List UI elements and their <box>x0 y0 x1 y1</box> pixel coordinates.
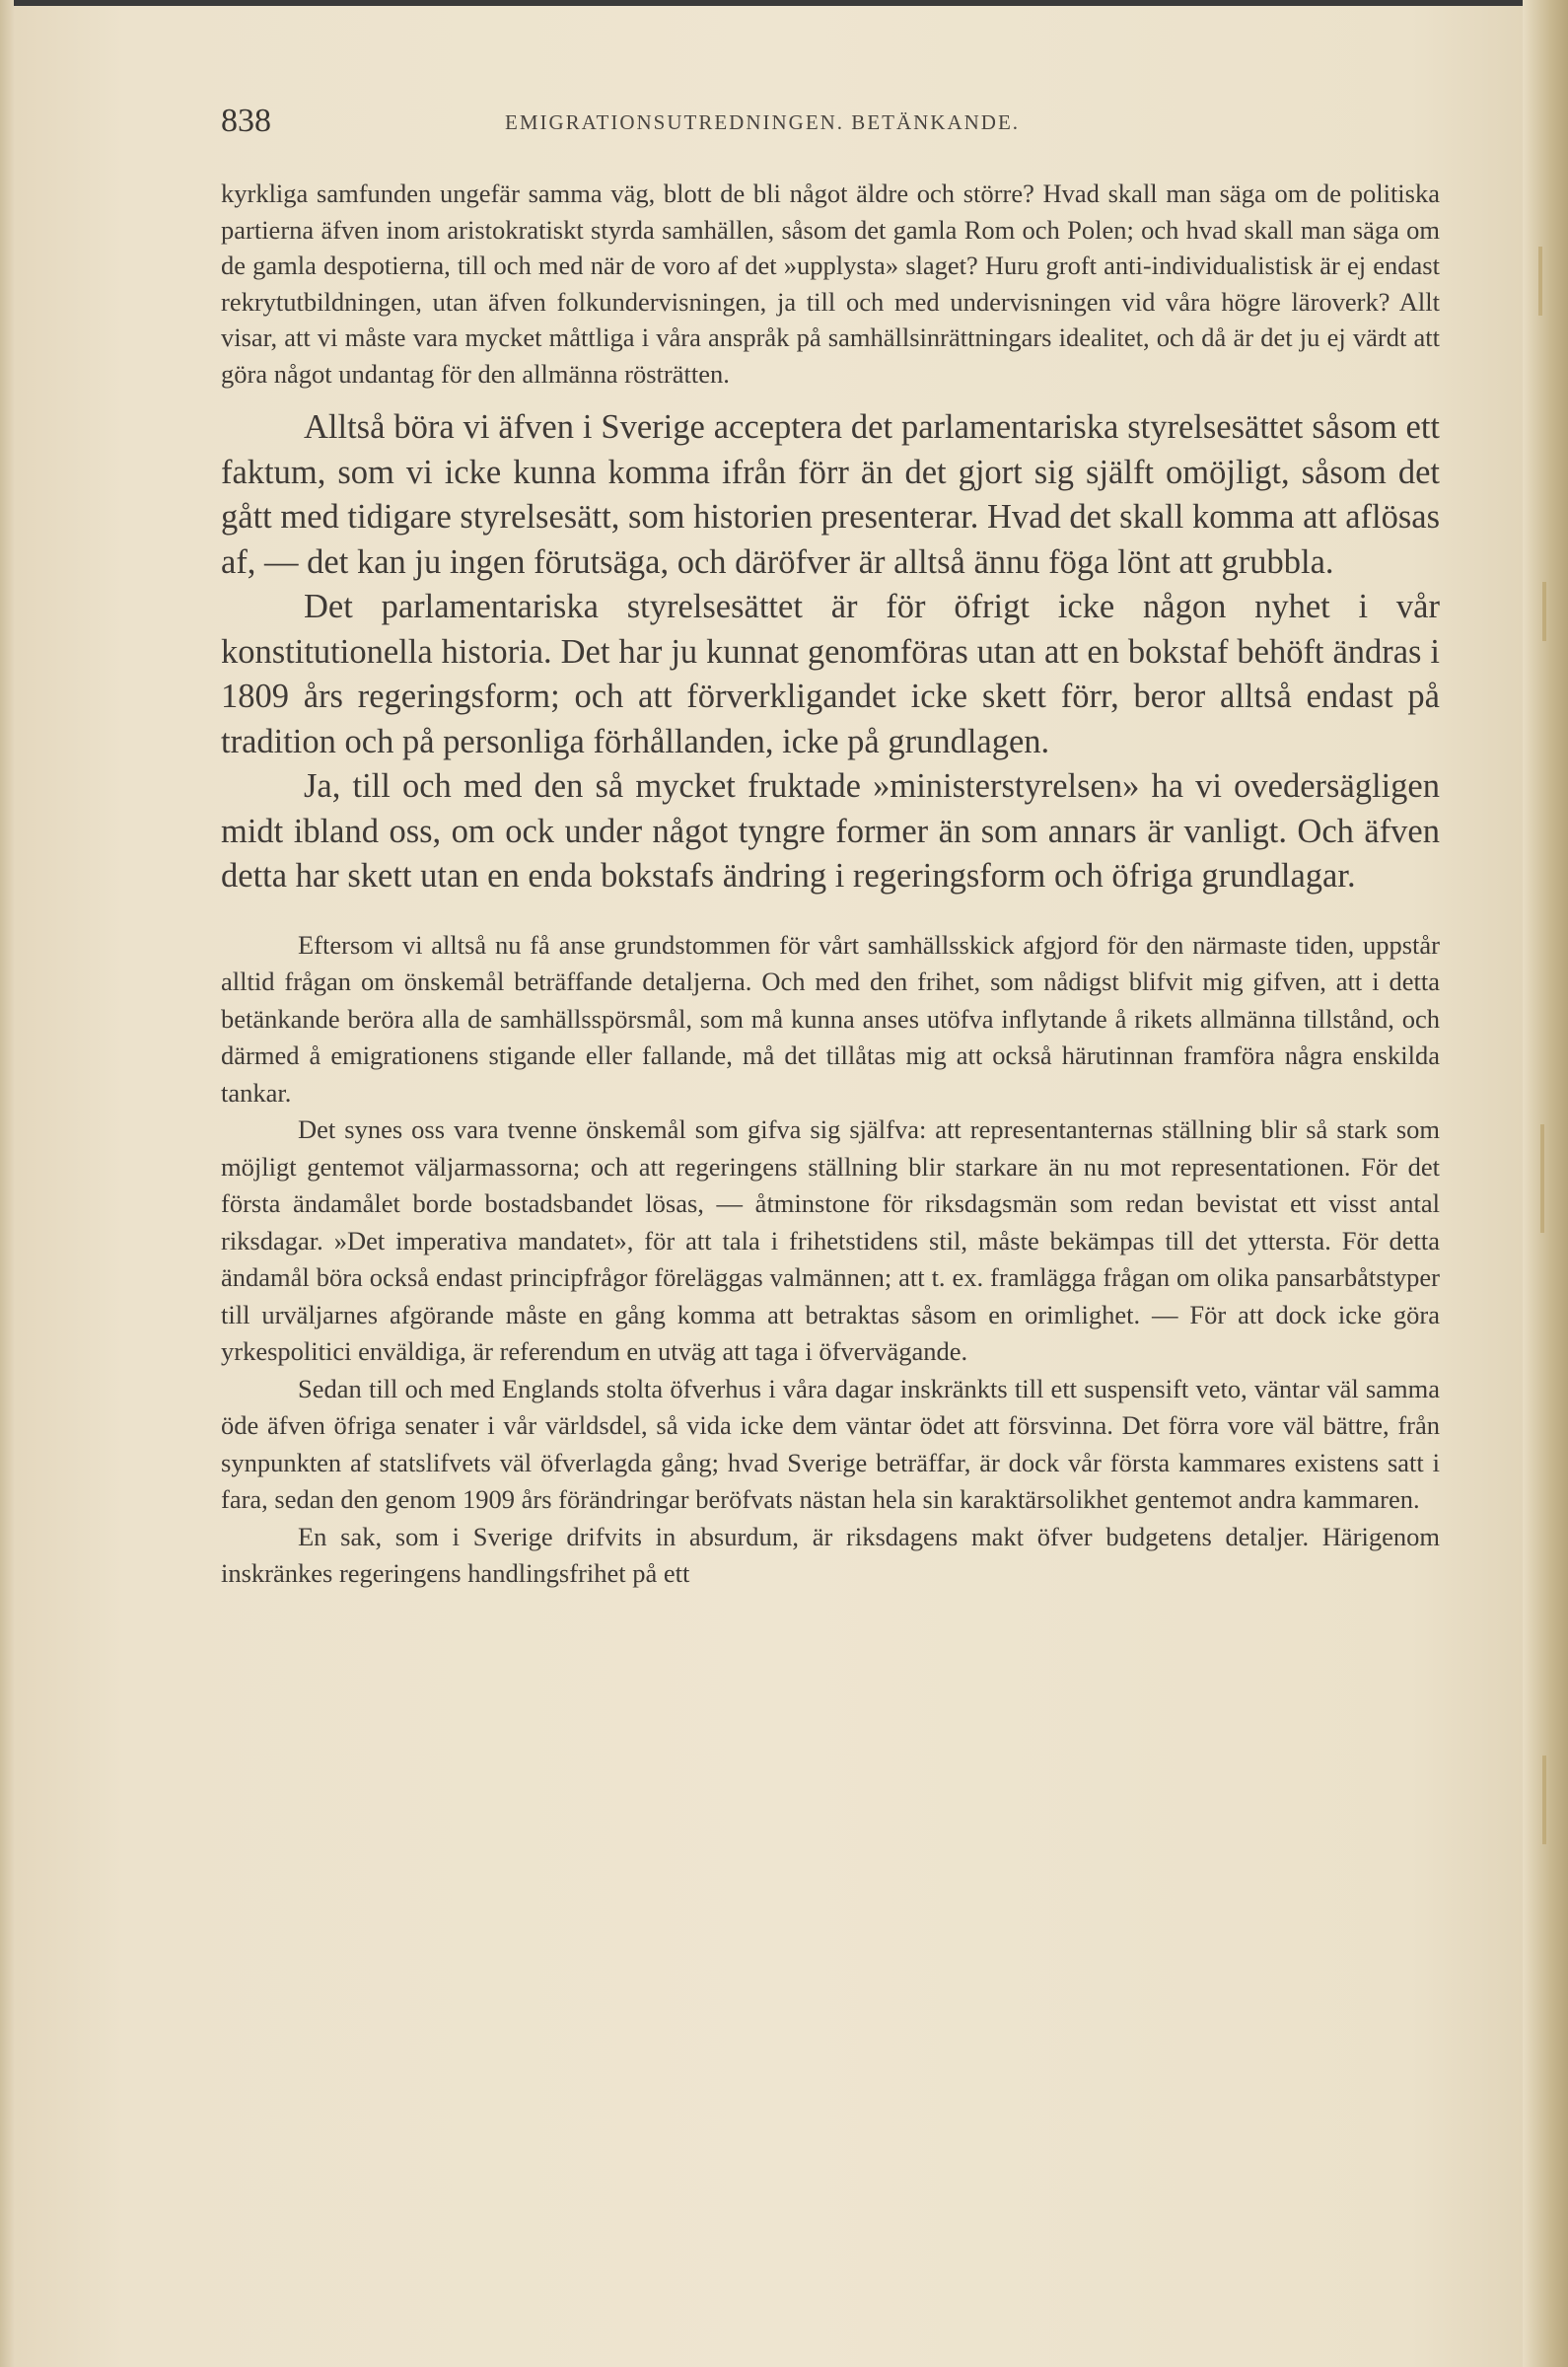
paragraph: Det synes oss vara tvenne önskemål som gifva sig själfva: att representanternas ställning blir så stark som möjligt gentemot väljarmassorna; och att regeringens ställning blir starkare än nu mot representationen. För det första ändamålet borde bostadsbandet lösas, — åtminstone för riksdagsmän som redan bevistat ett visst antal riksdagar. »Det imperativa mandatet», för att tala i frihetstidens stil, måste bekämpas till det yttersta. För detta ändamål böra också endast principfrågor föreläggas valmännen; att t. ex. framlägga frågan om olika pansarbåtstyper till urväljarnes afgörande måste en gång komma att betraktas såsom en orimlighet. — För att dock icke göra yrkespolitici enväldiga, är referendum en utväg att taga i öfvervägande. <box>221 1114 1440 1366</box>
page-number: 838 <box>221 103 271 139</box>
page-header <box>221 103 1440 154</box>
paragraph: En sak, som i Sverige drifvits in absurdum, är riksdagens makt öfver budgetens detaljer. Härigenom inskränkes regeringens handlingsfrihet på ett <box>221 1521 1440 1588</box>
margin-mark <box>1540 1124 1544 1233</box>
section-small-print-bottom <box>221 927 1440 1593</box>
section-large-print <box>221 405 1440 899</box>
paragraph: Det parlamentariska styrelsesättet är för öfrigt icke någon nyhet i vår konstitutionella historia. Det har ju kunnat genomföras utan att en bokstaf behöft ändras i 1809 års regeringsform; och att förverkligandet icke skett förr, beror alltså endast på tradition och på personliga förhållanden, icke på grundlagen. <box>221 588 1440 760</box>
margin-mark <box>1538 247 1542 316</box>
paragraph: Alltså böra vi äfven i Sverige acceptera det parlamentariska styrelsesättet såsom ett faktum, som vi icke kunna komma ifrån förr än det gjort sig själft omöjligt, såsom det gått med tidigare styrelsesätt, som historien presenterar. Hvad det skall komma att aflösas af, — det kan ju ingen förutsäga, och däröfver är alltså ännu föga lönt att grubbla. <box>221 408 1440 581</box>
margin-mark <box>1542 1756 1546 1844</box>
binding-edge <box>0 0 14 2367</box>
paragraph: Eftersom vi alltså nu få anse grundstommen för vårt samhällsskick afgjord för den närmaste tiden, uppstår alltid frågan om önskemål beträffande detaljerna. Och med den frihet, som nådigst blifvit mig gifven, att i detta betänkande beröra alla de samhällsspörsmål, som må kunna anses utöfva inflytande å rikets allmänna tillstånd, och därmed å emigrationens stigande eller fallande, må det tillåtas mig att också härutinnan framföra några enskilda tankar. <box>221 929 1440 1108</box>
margin-mark <box>1542 582 1546 641</box>
top-border <box>0 0 1568 6</box>
paragraph: kyrkliga samfunden ungefär samma väg, blott de bli något äldre och större? Hvad skall man säga om de politiska partierna äfven inom aristokratiskt styrda samhällen, såsom det gamla Rom och Polen; och hvad skall man säga om de gamla despotierna, till och med när de voro af det »upplysta» slaget? Huru groft anti-individualistisk är ej endast rekrytutbildningen, utan äfven folkundervisningen, ja till och med undervisningen vid våra högre läroverk? Allt visar, att vi måste vara mycket måttliga i våra anspråk på samhällsinrättningars idealitet, och då är det ju ej värdt att göra något undantag för den allmänna rösträtten. <box>221 179 1440 389</box>
paragraph: Sedan till och med Englands stolta öfverhus i våra dagar inskränkts till ett suspensift veto, väntar väl samma öde äfven öfriga senater i vår världsdel, så vida icke dem väntar ödet att försvinna. Det förra vore väl bättre, från synpunkten af statslifvets väl öfverlagda gång; hvad Sverige beträffar, är dock vår första kammares existens satt i fara, sedan den genom 1909 års förändringar beröfvats nästan hela sin karaktärsolikhet gentemot andra kammaren. <box>221 1373 1440 1514</box>
page-edge <box>1523 0 1568 2367</box>
body-text <box>221 176 1440 1593</box>
running-title: EMIGRATIONSUTREDNINGEN. BETÄNKANDE. <box>505 110 1021 134</box>
section-small-print-top <box>221 176 1440 392</box>
paragraph: Ja, till och med den så mycket fruktade »ministerstyrelsen» ha vi ovedersägligen midt ibland oss, om ock under något tyngre former än som annars är vanligt. Och äfven detta har skett utan en enda bokstafs ändring i regeringsform och öfriga grundlagar. <box>221 767 1440 895</box>
